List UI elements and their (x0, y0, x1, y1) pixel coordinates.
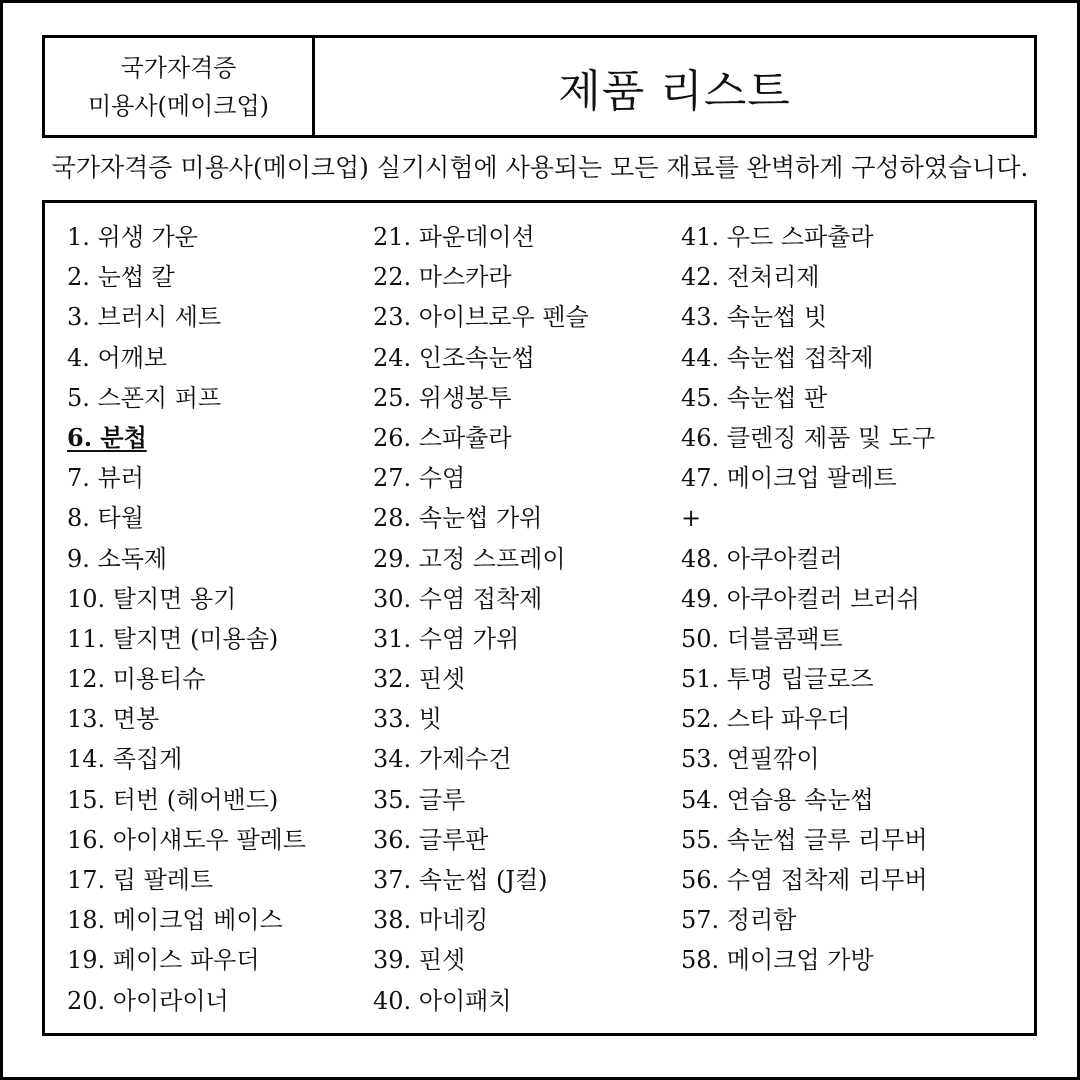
product-item: 43. 속눈썹 빗 (681, 303, 828, 332)
product-item: 3. 브러시 세트 (67, 303, 222, 332)
product-item: 24. 인조속눈썹 (373, 343, 535, 372)
product-item: 7. 뷰러 (67, 464, 144, 493)
product-item: 36. 글루판 (373, 825, 489, 854)
product-item: 38. 마네킹 (373, 906, 489, 935)
product-column-3 (681, 217, 935, 981)
product-item: 56. 수염 접착제 리무버 (681, 866, 928, 894)
product-item: 35. 글루 (373, 785, 466, 814)
product-item: 2. 눈썹 칼 (67, 263, 175, 292)
product-item: 33. 빗 (373, 705, 442, 734)
product-item: 18. 메이크업 베이스 (67, 906, 283, 935)
product-item: 52. 스타 파우더 (681, 705, 851, 734)
certificate-label (45, 38, 315, 135)
product-item: 34. 가제수건 (373, 745, 512, 774)
product-item: 1. 위생 가운 (67, 223, 198, 251)
product-item: 41. 우드 스파츌라 (681, 223, 874, 251)
product-item: 4. 어깨보 (67, 343, 168, 372)
certificate-label-line1: 국가자격증 (120, 53, 237, 82)
product-item: 53. 연필깎이 (681, 745, 820, 774)
product-item: 44. 속눈썹 접착제 (681, 343, 874, 372)
product-item: 28. 속눈썹 가위 (373, 504, 543, 533)
product-item: 15. 터번 (헤어밴드) (67, 785, 279, 814)
product-item: 21. 파운데이션 (373, 223, 535, 251)
product-item: 25. 위생봉투 (373, 383, 512, 412)
product-item: 5. 스폰지 퍼프 (67, 383, 222, 412)
product-item: 14. 족집게 (67, 745, 183, 774)
subtitle: 국가자격증 미용사(메이크업) 실기시험에 사용되는 모든 재료를 완벽하게 구성하였습니다. (51, 153, 1029, 182)
page-title: 제품 리스트 (558, 65, 791, 117)
product-item: 54. 연습용 속눈썹 (681, 785, 874, 814)
product-item: 58. 메이크업 가방 (681, 946, 874, 975)
product-item: 27. 수염 (373, 464, 466, 493)
product-item: 50. 더블콤팩트 (681, 624, 843, 653)
product-list (42, 200, 1037, 1036)
product-item: 49. 아쿠아컬러 브러쉬 (681, 584, 920, 613)
product-item: 8. 타월 (67, 504, 144, 533)
product-item: 55. 속눈썹 글루 리무버 (681, 825, 928, 854)
product-item: 32. 핀셋 (373, 665, 466, 694)
product-item: 19. 페이스 파우더 (67, 946, 260, 975)
product-item: 12. 미용티슈 (67, 665, 206, 694)
product-item: + (681, 504, 702, 533)
product-column-1 (67, 217, 306, 1021)
product-item: 48. 아쿠아컬러 (681, 544, 843, 573)
product-item: 10. 탈지면 용기 (67, 584, 237, 613)
product-item: 47. 메이크업 팔레트 (681, 464, 897, 493)
product-item: 17. 립 팔레트 (67, 866, 214, 894)
product-item: 22. 마스카라 (373, 263, 512, 292)
product-item: 46. 클렌징 제품 및 도구 (681, 423, 936, 452)
certificate-label-line2: 미용사(메이크업) (87, 91, 269, 120)
product-item: 31. 수염 가위 (373, 624, 520, 653)
product-item: 51. 투명 립글로즈 (681, 665, 874, 694)
product-item: 30. 수염 접착제 (373, 584, 543, 613)
header (42, 35, 1037, 138)
product-item: 9. 소독제 (67, 544, 168, 573)
product-item: 23. 아이브로우 펜슬 (373, 303, 589, 332)
product-item: 13. 면봉 (67, 705, 160, 734)
product-item: 11. 탈지면 (미용솜) (67, 624, 279, 653)
product-item: 20. 아이라이너 (67, 986, 229, 1015)
product-item: 26. 스파츌라 (373, 423, 512, 452)
product-item: 29. 고정 스프레이 (373, 544, 566, 573)
product-item: 40. 아이패치 (373, 986, 512, 1015)
product-item: 42. 전처리제 (681, 263, 820, 292)
product-item: 37. 속눈썹 (J컬) (373, 866, 548, 894)
product-item: 6. 분첩 (67, 422, 147, 452)
product-item: 39. 핀셋 (373, 946, 466, 975)
product-item: 16. 아이섀도우 팔레트 (67, 825, 306, 854)
product-item: 57. 정리함 (681, 906, 797, 935)
product-column-2 (373, 217, 589, 1021)
product-item: 45. 속눈썹 판 (681, 383, 828, 412)
